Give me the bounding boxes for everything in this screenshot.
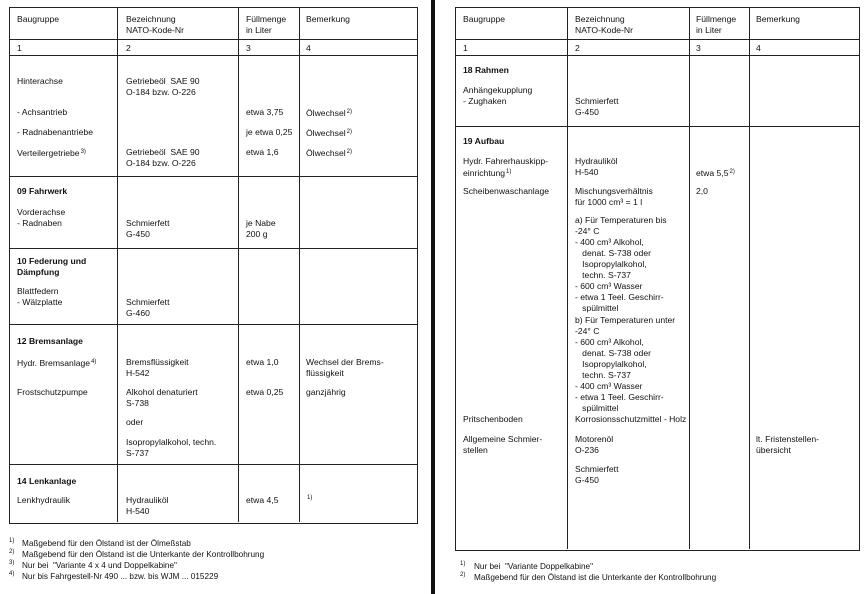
cell-bezeichnung: Schmierfett G-460	[126, 297, 170, 318]
cell-bezeichnung: Motorenöl O-236	[575, 434, 614, 455]
cell-fuellmenge: je etwa 0,25	[246, 127, 293, 137]
header-num-3: 3	[696, 43, 701, 53]
cell-fuellmenge: je Nabe 200 g	[246, 218, 276, 239]
cell-bezeichnung: Bremsflüssigkeit H-542	[126, 357, 189, 378]
cell-baugruppe: Anhängekupplung - Zughaken	[463, 85, 533, 106]
footnote-text: Maßgebend für den Ölstand ist der Ölmeßstab	[22, 539, 191, 548]
cell-bezeichnung: Schmierfett G-450	[126, 218, 170, 239]
cell-fuellmenge: etwa 1,6	[246, 147, 279, 157]
cell-fuellmenge: 2,0	[696, 186, 708, 196]
header-bemerkung: Bemerkung	[306, 14, 350, 24]
footnote-number: 1)	[9, 538, 15, 544]
header-num-2: 2	[575, 43, 580, 53]
cell-bemerkung: 1)	[307, 495, 313, 501]
col-divider	[567, 7, 568, 549]
col-divider	[299, 7, 300, 522]
row-divider	[455, 39, 859, 40]
cell-fuellmenge: etwa 5,5$^{2)}$	[696, 168, 735, 178]
cell-baugruppe: Hydr. Fahrerhauskipp- einrichtung$^{1)}$	[463, 156, 549, 178]
header-bezeichnung: Bezeichnung NATO-Kode-Nr	[575, 14, 633, 35]
row-divider	[9, 39, 417, 40]
cell-baugruppe: - Radnabenantriebe	[17, 127, 93, 137]
footnote-number: 3)	[9, 560, 15, 566]
cell-fuellmenge: etwa 4,5	[246, 495, 279, 505]
cell-baugruppe: Hinterachse	[17, 76, 63, 86]
cell-bezeichnung: Korrosionsschutzmittel - Holz	[575, 414, 687, 424]
cell-bezeichnung: Isopropylalkohol, techn. S-737	[126, 437, 217, 458]
cell-bezeichnung: Getriebeöl SAE 90 O-184 bzw. O-226	[126, 76, 200, 97]
header-num-3: 3	[246, 43, 251, 53]
footnote-number: 2)	[9, 549, 15, 555]
footnote-number: 1)	[460, 561, 466, 567]
cell-baugruppe: Scheibenwaschanlage	[463, 186, 550, 196]
section-title-rahmen: 18 Rahmen	[463, 65, 509, 75]
header-bezeichnung: Bezeichnung NATO-Kode-Nr	[126, 14, 184, 35]
header-num-1: 1	[463, 43, 468, 53]
header-num-1: 1	[17, 43, 22, 53]
cell-baugruppe: Allgemeine Schmier- stellen	[463, 434, 543, 455]
cell-baugruppe: Lenkhydraulik	[17, 495, 71, 505]
left-page	[0, 0, 428, 594]
cell-bezeichnung: Schmierfett G-450	[575, 96, 619, 117]
header-baugruppe: Baugruppe	[463, 14, 506, 24]
row-divider	[9, 324, 417, 325]
cell-bezeichnung: a) Für Temperaturen bis -24° C - 400 cm³ Alkohol, denat. S-738 oder Isopropylalkohol, techn. S-737 - 600 cm³ Wasser - etwa 1 Teel. Geschirr- spülmittel	[575, 215, 667, 313]
binding-bar	[431, 0, 435, 594]
section-title-aufbau: 19 Aufbau	[463, 136, 505, 146]
row-divider	[455, 55, 859, 56]
header-num-4: 4	[306, 43, 311, 53]
row-divider	[9, 248, 417, 249]
cell-fuellmenge: etwa 0,25	[246, 387, 284, 397]
cell-bemerkung: Ölwechsel$^{2)}$	[306, 148, 352, 158]
cell-baugruppe: Pritschenboden	[463, 414, 523, 424]
cell-bezeichnung: Hydrauliköl H-540	[126, 495, 169, 516]
footnote-text: Maßgebend für den Ölstand ist die Unterkante der Kontrollbohrung	[22, 550, 265, 559]
header-baugruppe: Baugruppe	[17, 14, 60, 24]
cell-bezeichnung: Schmierfett G-450	[575, 464, 619, 485]
footnote-text: Maßgebend für den Ölstand ist die Unterkante der Kontrollbohrung	[474, 573, 717, 582]
row-divider	[9, 176, 417, 177]
cell-bezeichnung: Mischungsverhältnis für 1000 cm³ = 1 l	[575, 186, 653, 207]
section-title-lenkanlage: 14 Lenkanlage	[17, 476, 77, 486]
header-num-2: 2	[126, 43, 131, 53]
cell-baugruppe: Blattfedern - Wälzplatte	[17, 286, 63, 307]
footnote-number: 2)	[460, 572, 466, 578]
cell-baugruppe: Vorderachse - Radnaben	[17, 207, 66, 228]
footnote-number: 4)	[9, 571, 15, 577]
header-fuellmenge: Füllmenge in Liter	[696, 14, 737, 35]
cell-bemerkung: Ölwechsel$^{2)}$	[306, 108, 352, 118]
cell-baugruppe: Hydr. Bremsanlage$^{4)}$	[17, 358, 97, 368]
row-divider	[9, 55, 417, 56]
cell-bemerkung: Wechsel der Brems- flüssigkeit	[306, 357, 384, 378]
col-divider	[238, 7, 239, 522]
col-divider	[689, 7, 690, 549]
header-bemerkung: Bemerkung	[756, 14, 800, 24]
cell-bezeichnung: Alkohol denaturiert S-738	[126, 387, 198, 408]
section-title-fahrwerk: 09 Fahrwerk	[17, 186, 68, 196]
cell-fuellmenge: etwa 3,75	[246, 107, 284, 117]
header-num-4: 4	[756, 43, 761, 53]
cell-bemerkung: lt. Fristenstellen- übersicht	[756, 434, 820, 455]
section-title-bremsanlage: 12 Bremsanlage	[17, 336, 83, 346]
row-divider	[9, 464, 417, 465]
right-page	[440, 0, 868, 594]
header-fuellmenge: Füllmenge in Liter	[246, 14, 287, 35]
cell-bezeichnung: Getriebeöl SAE 90 O-184 bzw. O-226	[126, 147, 200, 168]
cell-bezeichnung: b) Für Temperaturen unter -24° C - 600 cm³ Alkohol, denat. S-738 oder Isopropylalkohol, techn. S-737 - 400 cm³ Wasser - etwa 1 Teel. Geschirr- spülmittel	[575, 315, 676, 413]
cell-bezeichnung: oder	[126, 417, 144, 427]
cell-bezeichnung: Hydrauliköl H-540	[575, 156, 618, 177]
cell-baugruppe: - Achsantrieb	[17, 107, 68, 117]
footnote-text: Nur bei "Variante Doppelkabine"	[474, 562, 593, 571]
col-divider	[117, 7, 118, 522]
footnote-text: Nur bei "Variante 4 x 4 und Doppelkabine"	[22, 561, 177, 570]
row-divider	[455, 126, 859, 127]
cell-baugruppe: Verteilergetriebe$^{3)}$	[17, 148, 86, 158]
section-title-federung: 10 Federung und Dämpfung	[17, 256, 87, 277]
cell-baugruppe: Frostschutzpumpe	[17, 387, 88, 397]
col-divider	[749, 7, 750, 549]
footnote-text: Nur bis Fahrgestell-Nr 490 ... bzw. bis WJM ... 015229	[22, 572, 219, 581]
cell-bemerkung: Ölwechsel$^{2)}$	[306, 128, 352, 138]
cell-fuellmenge: etwa 1,0	[246, 357, 279, 367]
cell-bemerkung: ganzjährig	[306, 387, 346, 397]
